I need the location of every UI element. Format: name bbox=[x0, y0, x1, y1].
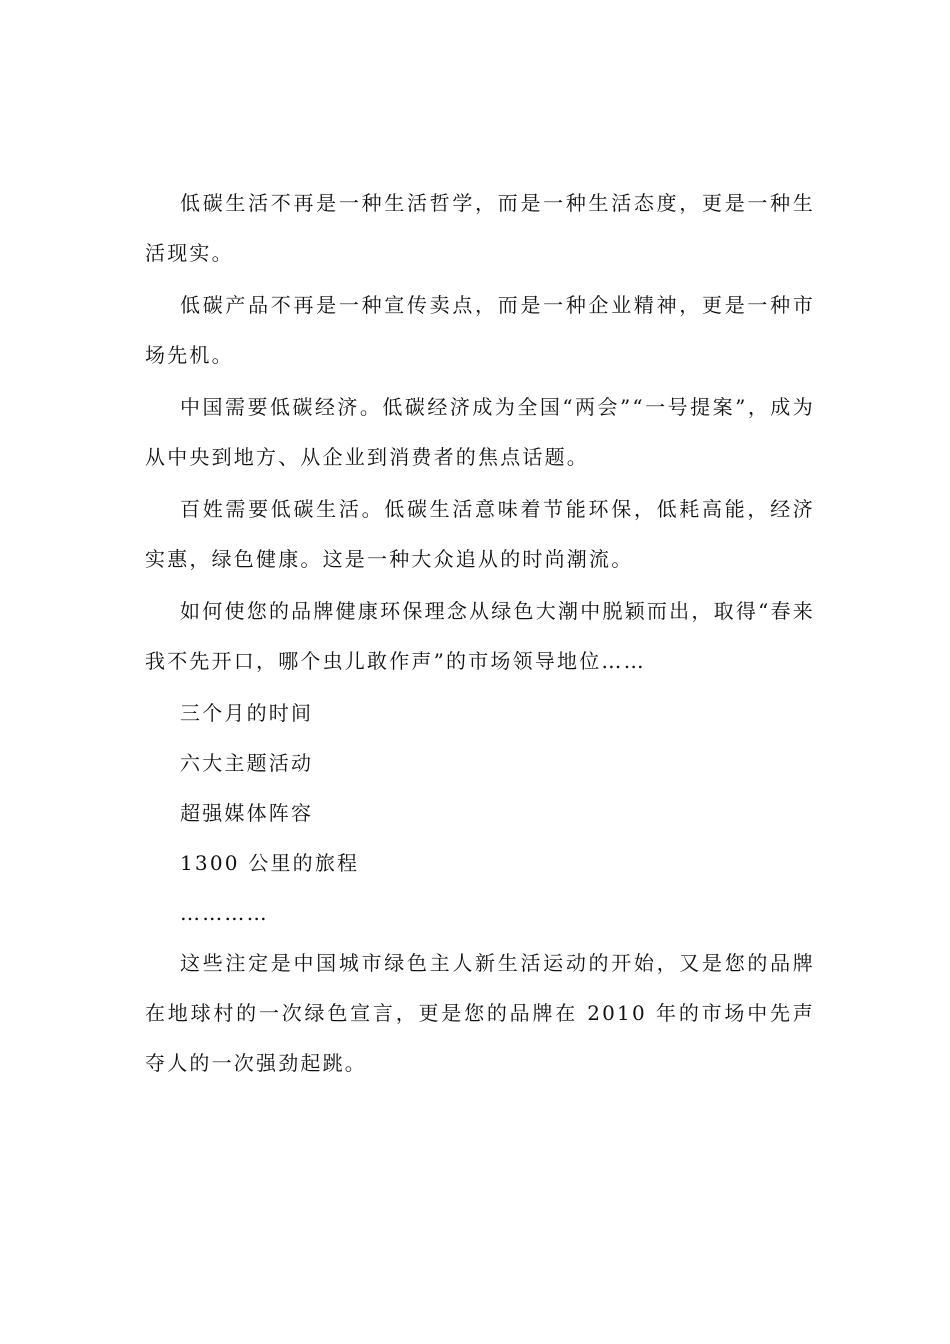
paragraph-china-needs-low-carbon-economy: 中国需要低碳经济。低碳经济成为全国“两会”“一号提案”，成为从中央到地方、从企业到消费者的焦点话题。 bbox=[145, 395, 815, 469]
paragraph-low-carbon-life: 低碳生活不再是一种生活哲学，而是一种生活态度，更是一种生活现实。 bbox=[145, 191, 815, 265]
list-line-media-lineup: 超强媒体阵容 bbox=[180, 801, 314, 825]
list-line-three-months: 三个月的时间 bbox=[180, 701, 314, 725]
list-line-six-activities: 六大主题活动 bbox=[180, 751, 314, 775]
paragraph-people-need-low-carbon-life: 百姓需要低碳生活。低碳生活意味着节能环保，低耗高能，经济实惠，绿色健康。这是一种大众追从的时尚潮流。 bbox=[145, 497, 815, 571]
document-body bbox=[145, 178, 815, 1090]
paragraph-brand-question: 如何使您的品牌健康环保理念从绿色大潮中脱颖而出，取得“春来我不先开口，哪个虫儿敢作声”的市场领导地位…… bbox=[145, 599, 815, 673]
closing-paragraph: 这些注定是中国城市绿色主人新生活运动的开始，又是您的品牌在地球村的一次绿色宣言，更是您的品牌在 2010 年的市场中先声夺人的一次强劲起跳。 bbox=[145, 951, 815, 1075]
list-line-ellipsis: ………… bbox=[180, 901, 269, 925]
paragraph-low-carbon-products: 低碳产品不再是一种宣传卖点，而是一种企业精神，更是一种市场先机。 bbox=[145, 293, 815, 367]
list-line-journey: 1300 公里的旅程 bbox=[180, 851, 360, 875]
